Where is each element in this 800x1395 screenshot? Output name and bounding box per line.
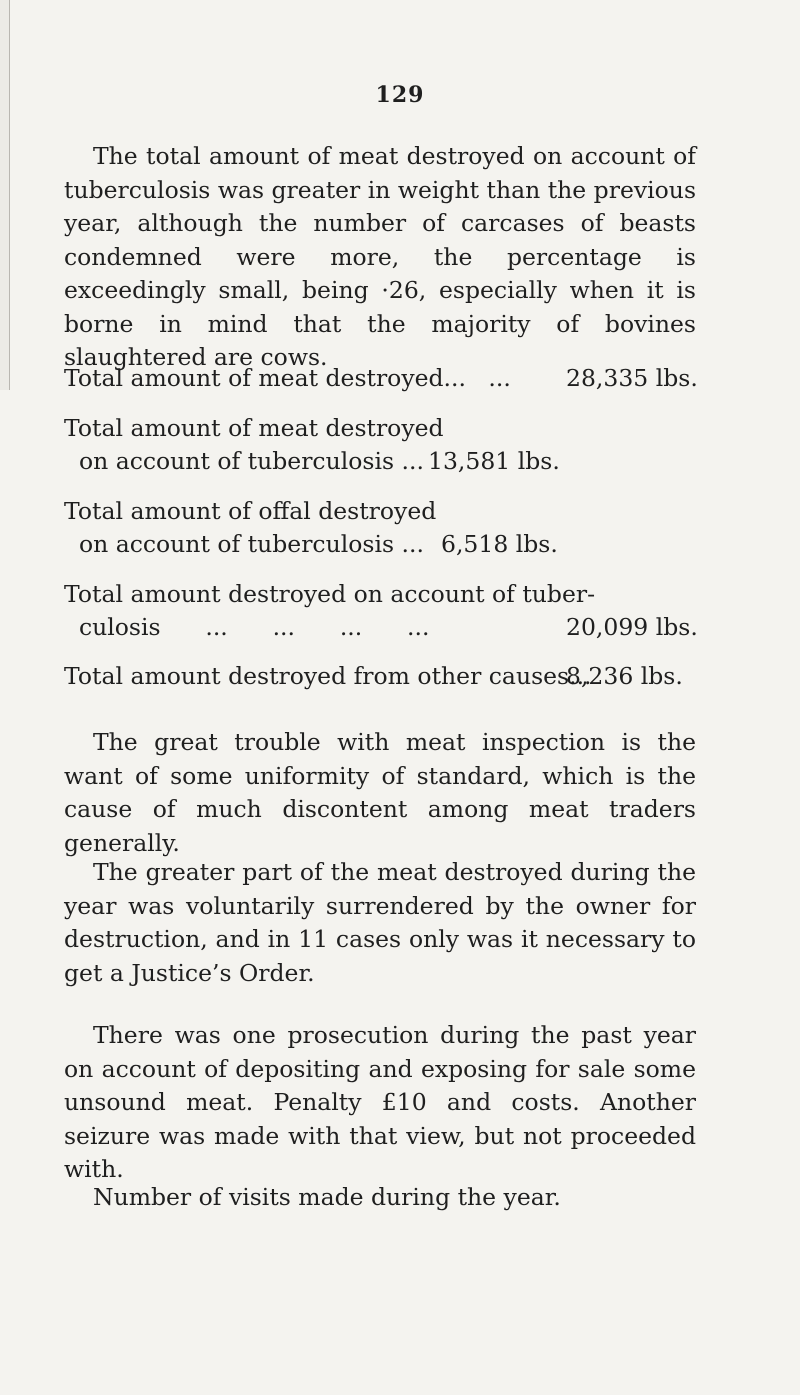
page-edge [0,0,10,390]
paragraph-inspection-standard: The great trouble with meat inspection is the want of some uniformity of standard, which is the cause of much discontent among meat traders generally. [64,728,696,857]
stat-value-other-causes: 8,236 lbs. [566,662,683,690]
stat-value-meat-destroyed: 28,335 lbs. [566,364,698,392]
stat-value-total-tuberculosis: 20,099 lbs. [566,613,698,641]
stat-value-offal-tuberculosis: 6,518 lbs. [441,530,558,558]
paragraph-prosecution: There was one prosecution during the past year on account of depositing and exposing for sale some unsound meat. Penalty £10 and costs. Another seizure was made with that view, but not proceeded with. [64,1021,696,1183]
paragraph-tuberculosis: The total amount of meat destroyed on account of tuberculosis was greater in weight than the previous year, although the number of carcases of beasts condemned were more, the percentage is exceedingly small, being ·26, especially when it is borne in mind that the majority of bovines slaughtered are cows. [64,142,696,371]
stat-label-offal-tuberculosis-cont: on account of tuberculosis ... [64,530,424,558]
stat-label-meat-destroyed: Total amount of meat destroyed... ... [64,364,511,392]
stat-label-other-causes: Total amount destroyed from other causes... [64,662,592,690]
stat-label-total-tuberculosis-cont: culosis ... ... ... ... [64,613,430,641]
stat-value-meat-tuberculosis: 13,581 lbs. [428,447,560,475]
stat-label-total-tuberculosis: Total amount destroyed on account of tuber- [64,580,596,608]
page-number: 129 [375,82,425,108]
stat-label-meat-tuberculosis: Total amount of meat destroyed [64,414,444,442]
stat-label-meat-tuberculosis-cont: on account of tuberculosis ... [64,447,424,475]
paragraph-visits: Number of visits made during the year. [93,1183,561,1211]
stat-label-offal-tuberculosis: Total amount of offal destroyed [64,497,437,525]
paragraph-voluntary-surrender: The greater part of the meat destroyed during the year was voluntarily surrendered by the owner for destruction, and in 11 cases only was it necessary to get a Justice’s Order. [64,858,696,987]
